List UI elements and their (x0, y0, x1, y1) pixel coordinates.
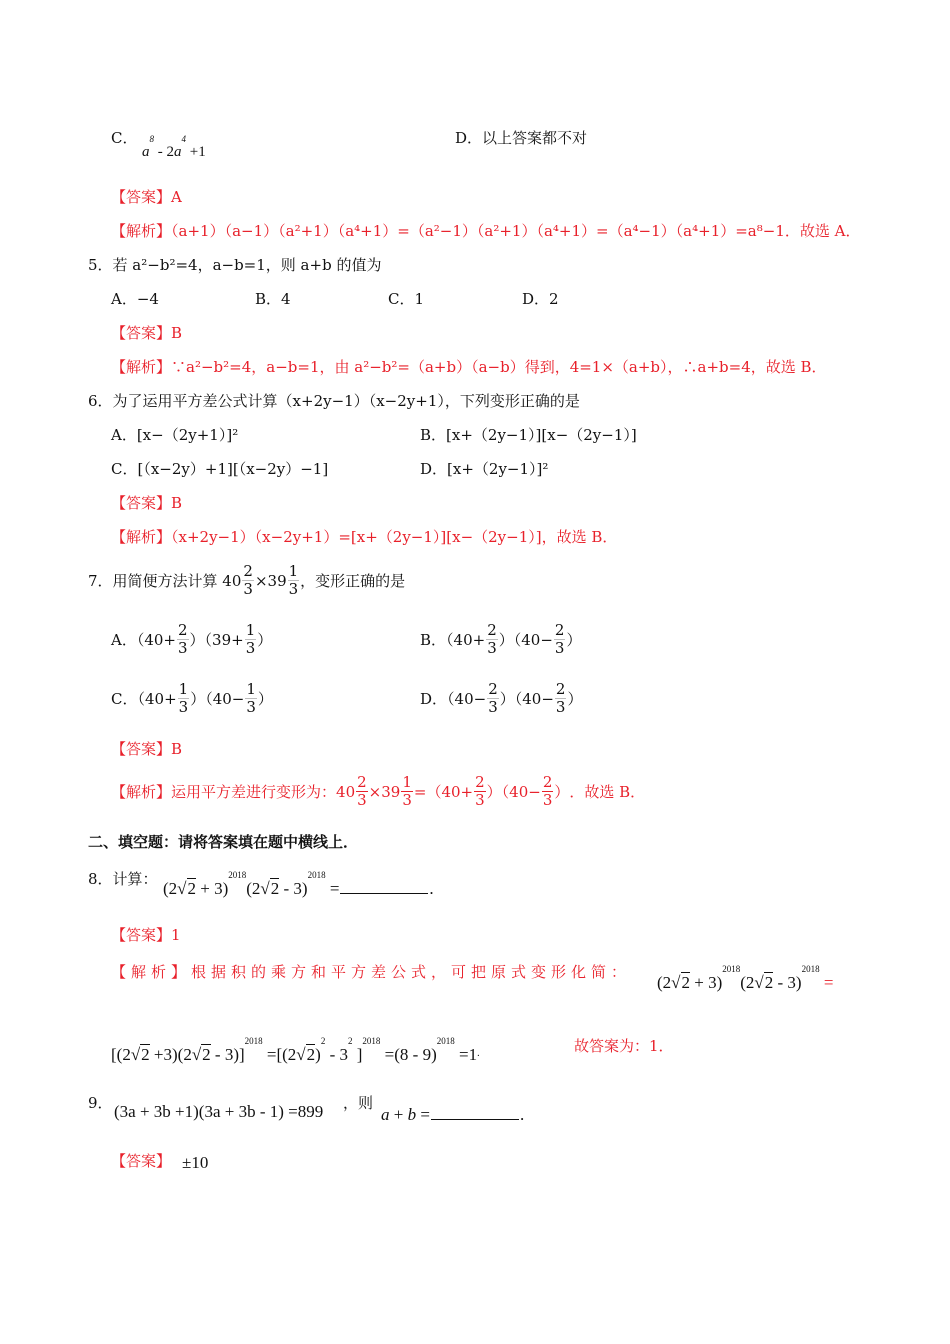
q9-answer-blank[interactable] (431, 1119, 519, 1120)
q4-answer: 【答案】A (111, 188, 182, 206)
q7-option-b: B．（40+ $\frac{2}{3}$ ）（40− $\frac{2}{3}$ ） (420, 621, 582, 657)
q6-option-d: D．[x+（2y−1）]² (420, 460, 549, 478)
q5-answer: 【答案】B (111, 324, 183, 342)
q8-answer-blank[interactable] (340, 893, 428, 894)
q7-explanation: 【解析】 运用平方差进行变形为： 40 $\frac{2}{3}$ ×39 $\frac{1}{3}$ =（40+ $\frac{2}{3}$ ）（40− $\frac{2}{3}$ ） ．故选 B． (111, 773, 646, 809)
q7-option-d: D．（40− $\frac{2}{3}$ ）（40− $\frac{2}{3}$ ） (420, 680, 583, 716)
q5-option-c: C．1 (388, 290, 425, 308)
q6-explanation: 【解析】（x+2y−1）（x−2y+1）=[x+（2y−1）][x−（2y−1）]，故选 B． (111, 528, 618, 546)
q5-option-a: A．−4 (111, 290, 159, 308)
q9-label: 9． (88, 1094, 113, 1112)
q5-stem: 5．若 a²−b²=4，a−b=1，则 a+b 的值为 (88, 256, 382, 274)
q6-option-c: C．[（x−2y）+1][（x−2y）−1] (111, 460, 329, 478)
q4-option-c-expr: $a^8 - 2a^4 +1$ (142, 134, 206, 160)
q9-answer-tag: 【答案】 (111, 1152, 172, 1170)
q8-explanation-text: 【解析】根据积的乘方和平方差公式，可把原式变形化简： (111, 963, 632, 981)
q7-stem: 7．用简便方法计算 40 $\frac{2}{3}$ ×39 $\frac{1}{3}$ ，变形正确的是 (88, 562, 406, 598)
q8-explanation-expr-1: $(2√2 + 3)^{2018}(2√2 - 3)^{2018}$ = (657, 964, 834, 992)
q4-option-c-label: C． (111, 129, 138, 147)
q8-label: 8．计算： (88, 870, 158, 888)
q7-answer: 【答案】B (111, 740, 183, 758)
q8-explanation-end: 故答案为：1． (574, 1037, 674, 1055)
q9-then: ，则 (343, 1094, 374, 1112)
q5-option-b: B．4 (255, 290, 291, 308)
q6-stem: 6．为了运用平方差公式计算（x+2y−1）（x−2y+1），下列变形正确的是 (88, 392, 580, 410)
q6-option-a: A．[x−（2y+1）]² (111, 426, 239, 444)
q6-option-b: B．[x+（2y−1）][x−（2y−1）] (420, 426, 637, 444)
q6-answer: 【答案】B (111, 494, 183, 512)
section-2-heading: 二、填空题：请将答案填在题中横线上． (88, 833, 359, 851)
q9-equation: (3a + 3b +1)(3a + 3b - 1) =899 (114, 1102, 324, 1121)
q9-question: a + b = . (381, 1105, 525, 1124)
q4-option-d: D．以上答案都不对 (455, 129, 588, 147)
q8-expression: $(2√2 + 3)^{2018}(2√2 - 3)^{2018}$ = . (163, 870, 434, 898)
q7-option-c: C．（40+ $\frac{1}{3}$ ）（40− $\frac{1}{3}$ ） (111, 680, 273, 716)
q8-explanation-expr-2: $[(2√2 +3)(2√2 - 3)]^{2018} =[(2√2)^2 - 3^2$ ]$^{2018}$ =(8 - 9)$^{2018}$ =1. (111, 1036, 480, 1064)
q5-option-d: D．2 (522, 290, 559, 308)
q4-explanation: 【解析】（a+1）（a−1）（a²+1）（a⁴+1）=（a²−1）（a²+1）（a⁴+1）=（a⁴−1）（a⁴+1）=a⁸−1．故选 A． (111, 222, 861, 240)
q5-explanation: 【解析】∵a²−b²=4，a−b=1，由 a²−b²=（a+b）（a−b）得到，4=1×（a+b），∴a+b=4，故选 B． (111, 358, 827, 376)
q8-answer: 【答案】1 (111, 926, 181, 944)
q9-answer-value: ±10 (182, 1153, 209, 1172)
q7-option-a: A．（40+ $\frac{2}{3}$ ）（39+ $\frac{1}{3}$ ） (111, 621, 273, 657)
